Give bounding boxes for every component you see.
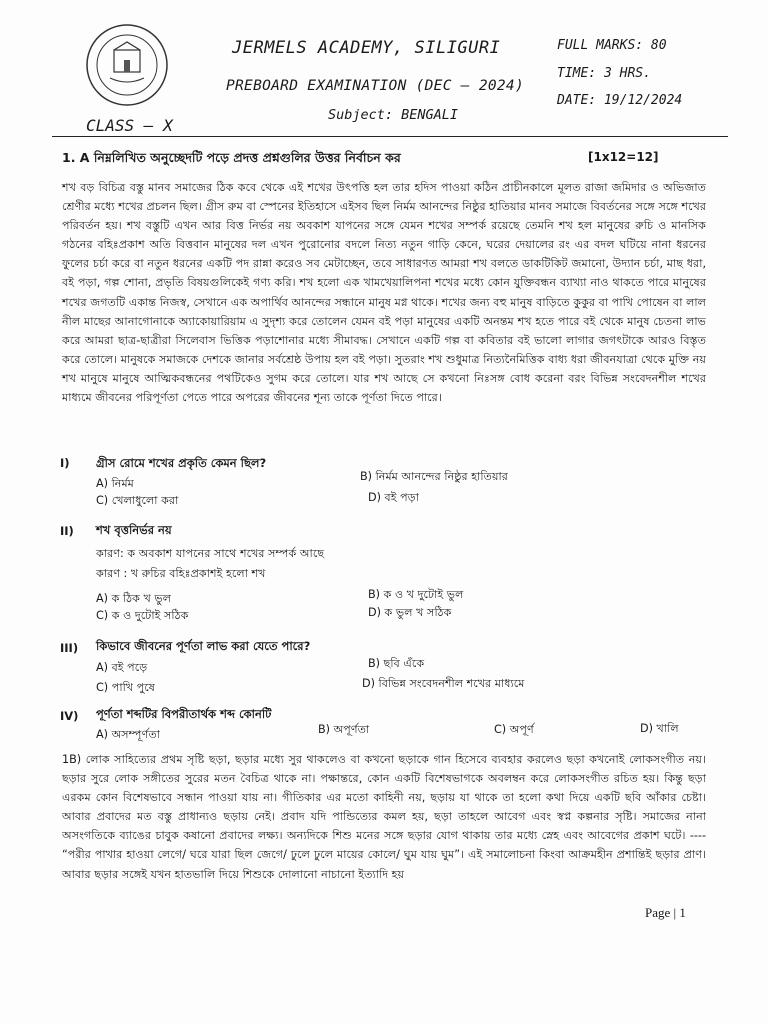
option-d: D) বিভিন্ন সংবেদনশীল শখের মাধ্যমে <box>362 677 525 690</box>
school-logo <box>84 22 170 108</box>
exam-title: PREBOARD EXAMINATION (DEC – 2024) <box>226 78 524 94</box>
option-a: A) ক ঠিক খ ভুল <box>96 592 172 605</box>
reason-line: কারণ : খ রুচির বহিঃপ্রকাশই হলো শখ <box>96 567 266 580</box>
exam-time: TIME: 3 HRS. <box>557 66 651 81</box>
question-text: শখ বৃত্তনির্ভর নয় <box>96 523 172 537</box>
option-b: B) নির্মম আনন্দের নিষ্ঠুর হাতিয়ার <box>360 470 508 483</box>
section-heading: 1. A নিম্নলিখিত অনুচ্ছেদটি পড়ে প্রদত্ত প্রশ্নগুলির উত্তর নির্বাচন কর <box>62 150 401 165</box>
section-1b-passage: 1B) লোক সাহিত্যের প্রথম সৃষ্টি ছড়া, ছড়ার মধ্যে সুর থাকলেও বা কখনো ছড়াকে গান হিসেবে ব্যবহার করলেও ছড়া কখনোই লোকসংগীত নয়। ছড়ার সুরে লোক সঙ্গীতের সুরের মতন বৈচিত্র থাকে না। পক্ষান্তরে, কোন একটি বিশেষভাগকে অবলম্বন করে লোকসংগীত রচিত হয়। কিন্তু ছড়া এরকম কোন বিশেষভাবে সন্ধান পাওয়া যায় না। গীতিকার এর মতো কাহিনী নয়, ছড়ায় যা থাকে তা হলো কথা দিয়ে একটি ছবি আঁকার চেষ্টা। আবার প্রবাদের মত বস্তু প্রাধান্যও ছড়ায় নেই। প্রবাদ যদি পান্ডিত্যের কমল হয়, ছড়া তাহলে আবেগ এবং স্বপ্ন কল্পনার সৃষ্টি। সমাজের নানা অসংগতিকে ব্যাঙের চাবুক কষানো প্রবাদের লক্ষ্য। অন্যদিকে শিশু মনের সঙ্গে ছড়ার যোগ থাকায় তার মধ্যে স্নেহ এবং আবেগের প্রকাশ ঘটে। ---- “পরীর পাখার হাওয়া লেগে/ ঘরে যারা ছিল জেগে/ ঢুলে ঢুলে মায়ের কোলে/ ঘুম যায় ঘুম”। এই সমালোচনা কিংবা আক্রমহীন প্রশান্তিই ছড়ার প্রাণ। আবার ছড়ার সঙ্গেই যখন হাতভালি দিয়ে শিশুকে দোলানো নাচানো ইত্যাদি হয় <box>62 753 706 881</box>
comprehension-passage: শখ বড় বিচিত্র বস্তু মানব সমাজের ঠিক কবে থেকে এই শখের উৎপত্তি হল তার হদিস পাওয়া কঠিন প্রাচীনকালে মূলত রাজা জমিদার ও অভিজাত শ্রেণীর মধ্যে শখের প্রচলন ছিল। গ্রীস রুম বা স্পেনের ইতিহাসে এইসব ছিল নির্মম আনন্দের নিষ্ঠুর হাতিয়ার মানব সমাজে বিবর্তনের সঙ্গে সঙ্গে শখের পরিবর্তন হয়। শখ বস্তুটি এখন আর বিত্ত নির্ভর নয় অবকাশ যাপনের সঙ্গে যেমন শখের সম্পর্ক রয়েছে তেমনি শখ হল মানুষের রুচি ও মানসিক গঠনের বহিঃপ্রকাশ অতি বিত্তবান মানুষের দল এখন পুরোনোর বদলে নিত্য নতুন গাড়ি কেনে, ঘরের দেয়ালের রং এর বদল ঘটিয়ে নানা ধরনের ফুলের চর্চা করে বা নতুন ধরনের একটি পদ রান্না করেও সব মেটাচ্ছেন, তবে সাধারণত আমরা শখ বলতে ডাকটিকিট জমানো, উদ্যান চর্চা, মাছ ধরা, বই পড়া, গল্প শোনা, প্রভৃতি বিষয়গুলিকেই গণ্য করি। শখ হলো এক খামখেয়ালিপনা শখের মধ্যে কোন যুক্তিবন্ধন ব্যাখ্যা নাও থাকতে পারে মানুষের শখের জগতটি একান্ত নিজস্ব, সেখানে এক অপার্থিব আনন্দের সন্ধানে মানুষ মগ্ন থাকে। শখের জন্য বহু মানুষ বাড়িতে কুকুর বা পাখি পোষেন বা লাল নীল মাছের আনাগোনাকে অ্যাকোয়ারিয়াম এ সুদৃশ্য করে তোলেন যেমন বই পড়া মানুষের একটি অনন্তম শখ হতে পারে বই থেকে মানুষ চেতনা লাভ করে আমরা ছাত্র-ছাত্রীরা সিলেবাস ভিত্তিক পড়াশোনার মধ্যে সীমাবদ্ধ। সেখানে একটি গল্প বা কবিতার বই ভালো লাগার জগৎটাকে আরও বিস্তৃত করে তোলে। মানুষকে সমাজকে দেশকে জানার সর্বশ্রেষ্ঠ উপায় হল বই পড়া। সুতরাং শখ শুধুমাত্র নিত্যনৈমিত্তিক বাধ্য ধরা জীবনযাত্রা থেকে মুক্তি নয় শখ মানুষে মানুষে আত্মিকবন্ধনের পথটিকেও সুগম করে তোলে। যার শখ আছে সে কখনো নিঃসঙ্গ বোধ করেনা বরং বিভিন্ন সংবেদনশীল শখের মাধ্যমে জীবনের পরিপূর্ণতা পেতে পারে অপরের জীবনের শূন্য তাকে পূর্ণতা দিতে পারে। <box>62 181 706 405</box>
reason-line: কারণ: ক অবকাশ যাপনের সাথে শখের সম্পর্ক আছে <box>96 547 325 560</box>
question-text: গ্রীস রোমে শখের প্রকৃতি কেমন ছিল? <box>96 456 267 470</box>
option-a: A) বই পড়ে <box>96 661 148 674</box>
class-label: CLASS – X <box>86 116 173 135</box>
option-d: D) খালি <box>640 722 679 735</box>
question-number: I) <box>60 456 70 470</box>
question-number: II) <box>60 524 74 538</box>
section-marks: [1x12=12] <box>588 150 659 164</box>
option-d: D) বই পড়া <box>368 491 419 504</box>
full-marks: FULL MARKS: 80 <box>557 38 667 53</box>
option-b: B) ছবি এঁকে <box>368 657 425 670</box>
option-c: C) পাখি পুষে <box>96 681 155 694</box>
option-d: D) ক ভুল খ সঠিক <box>368 606 452 619</box>
question-number: III) <box>60 641 79 655</box>
header-divider <box>52 136 728 137</box>
question-number: IV) <box>60 709 79 723</box>
option-c: C) খেলাধুলো করা <box>96 494 179 507</box>
option-a: A) নির্মম <box>96 477 134 490</box>
option-a: A) অসম্পূর্ণতা <box>96 728 161 741</box>
page-number: Page | 1 <box>645 905 686 920</box>
option-b: B) অপূর্ণতা <box>318 723 370 736</box>
option-c: C) ক ও দুটোই সঠিক <box>96 609 189 622</box>
subject-label: Subject: BENGALI <box>328 107 459 123</box>
school-name: JERMELS ACADEMY, SILIGURI <box>232 38 501 58</box>
exam-date: DATE: 19/12/2024 <box>557 93 683 108</box>
question-text: পূর্ণতা শব্দটির বিপরীতার্থক শব্দ কোনটি <box>96 707 272 721</box>
question-text: কিভাবে জীবনের পূর্ণতা লাভ করা যেতে পারে? <box>96 639 311 653</box>
option-c: C) অপূর্ণ <box>494 723 534 736</box>
option-b: B) ক ও খ দুটোই ভুল <box>368 588 464 601</box>
